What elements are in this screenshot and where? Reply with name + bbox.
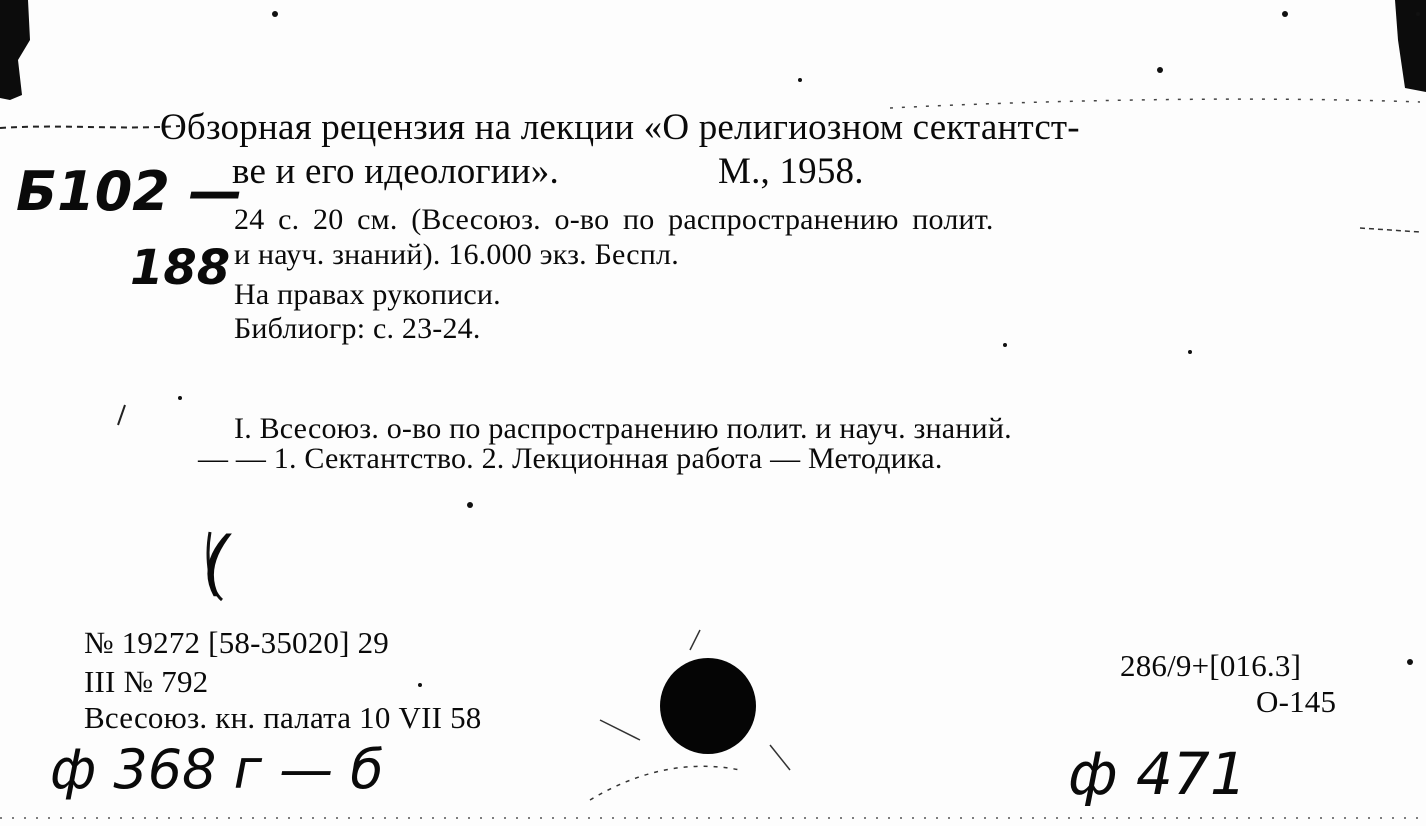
- title-line-1: Обзорная рецензия на лекции «О религиозном сектантст-: [160, 107, 1080, 148]
- handwritten-fond-right: ф 471: [1068, 740, 1247, 808]
- tracing-line-1: I. Всесоюз. о-во по распространению полит. и науч. знаний.: [234, 412, 1012, 445]
- bibliography-note: Библиогр: с. 23-24.: [234, 312, 481, 345]
- author-mark: О-145: [1256, 684, 1337, 719]
- imprint-line-3: Всесоюз. кн. палата 10 VII 58: [84, 700, 482, 735]
- description-line-1: 24 с. 20 см. (Всесоюз. о-во по распространению полит.: [234, 203, 994, 236]
- imprint-line-1: № 19272 [58-35020] 29: [84, 625, 389, 660]
- handwritten-parenthesis: (: [202, 522, 230, 604]
- imprint-line-2: III № 792: [84, 664, 209, 699]
- handwritten-shelfmark-bottom: 188: [130, 240, 231, 296]
- publication-place-year: М., 1958.: [718, 151, 864, 192]
- classification-code: 286/9+[016.3]: [1120, 648, 1302, 683]
- description-line-2: и науч. знаний). 16.000 экз. Беспл.: [234, 238, 679, 271]
- handwritten-shelfmark-top: Б102 —: [16, 160, 243, 223]
- description-line-3: На правах рукописи.: [234, 278, 501, 311]
- card-punch-hole: [660, 658, 756, 754]
- handwritten-fond-left: ф 368 г — б: [50, 738, 384, 801]
- tracing-line-2: — — 1. Сектантство. 2. Лекционная работа — Методика.: [198, 442, 943, 475]
- title-line-2: ве и его идеологии».: [232, 151, 559, 192]
